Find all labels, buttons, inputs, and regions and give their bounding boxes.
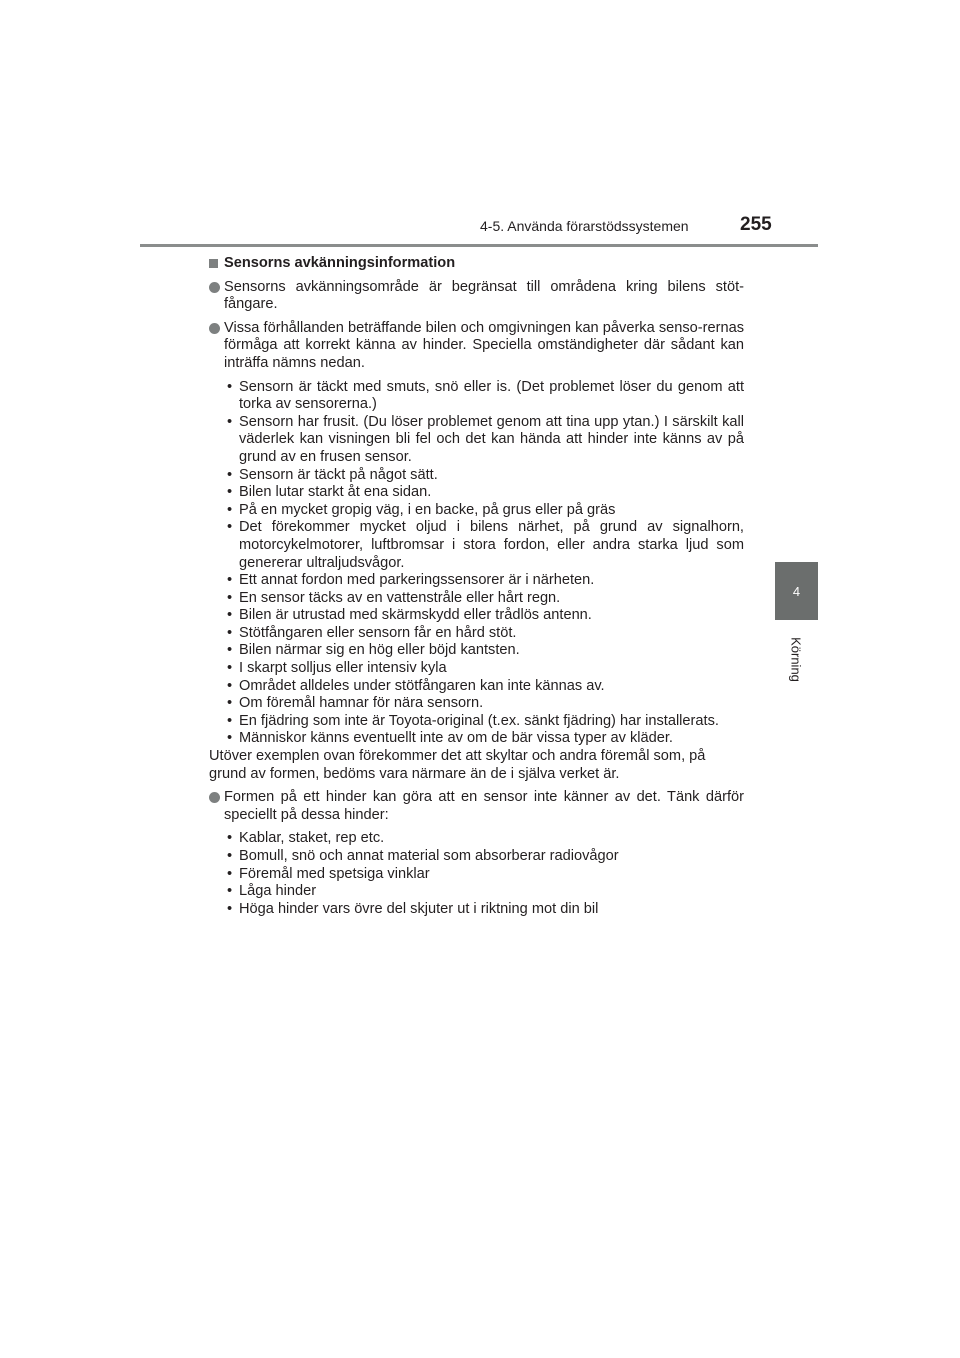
- section-title: 4-5. Använda förarstödssystemen: [480, 218, 689, 234]
- circle-bullet-icon: [209, 792, 220, 803]
- paragraph: [209, 320, 744, 373]
- list-item: • Kablar, staket, rep etc.: [227, 830, 385, 847]
- conditions-list: [227, 379, 744, 748]
- list-item: • Sensorn är täckt på något sätt.: [227, 466, 438, 483]
- list-item: • Bilen lutar starkt åt ena sidan.: [227, 484, 432, 501]
- list-item: • Låga hinder: [227, 883, 317, 900]
- list-item: • En sensor täcks av en vattenstråle eller hårt regn.: [227, 589, 561, 606]
- chapter-label: Körning: [788, 637, 804, 682]
- list-item: • Området alldeles under stötfångaren kan inte kännas av.: [227, 677, 605, 694]
- paragraph-text: Vissa förhållanden beträffande bilen och omgivningen kan påverka senso-rernas förmåga att korrekt känna av hinder. Speciella omständigheter där sådant kan inträffa nämns nedan.: [224, 319, 744, 371]
- circle-bullet-icon: [209, 323, 220, 334]
- list-item: • Bilen är utrustad med skärmskydd eller trådlös antenn.: [227, 607, 592, 624]
- list-item: • På en mycket gropig väg, i en backe, på grus eller på gräs: [227, 501, 616, 518]
- list-item: • Sensorn är täckt med smuts, snö eller is. (Det problemet löser du genom att torka av sensorerna.): [227, 378, 744, 413]
- header-divider: [140, 244, 818, 247]
- chapter-number: 4: [792, 583, 801, 599]
- paragraph: [209, 279, 744, 314]
- list-item: • Bilen närmar sig en hög eller böjd kantsten.: [227, 642, 520, 659]
- page-content: [209, 255, 744, 918]
- list-item: • I skarpt solljus eller intensiv kyla: [227, 660, 447, 677]
- obstacles-list: [227, 830, 744, 918]
- paragraph-text: Sensorns avkänningsområde är begränsat till områdena kring bilens stöt-fångare.: [224, 278, 744, 313]
- list-item: • Människor känns eventuellt inte av om de bär vissa typer av kläder.: [227, 730, 673, 747]
- list-item: • Bomull, snö och annat material som absorberar radiovågor: [227, 848, 619, 864]
- list-item: • Föremål med spetsiga vinklar: [227, 865, 430, 882]
- square-bullet-icon: [209, 259, 218, 268]
- paragraph: [209, 789, 744, 824]
- section-heading: [209, 255, 744, 273]
- list-item: • Det förekommer mycket oljud i bilens närhet, på grund av signalhorn, motorcykelmotorer, luftbromsar i stora fordon, eller andra starka ljud som genererar ultraljudsvågor.: [227, 519, 744, 571]
- page-number: 255: [740, 214, 772, 235]
- circle-bullet-icon: [209, 282, 220, 293]
- list-item: • Ett annat fordon med parkeringssensorer är i närheten.: [227, 572, 595, 589]
- list-item: • Höga hinder vars övre del skjuter ut i riktning mot din bil: [227, 900, 599, 917]
- list-item: • Om föremål hamnar för nära sensorn.: [227, 695, 484, 712]
- list-item: • En fjädring som inte är Toyota-original (t.ex. sänkt fjädring) har installerats.: [227, 712, 719, 729]
- list-item: • Sensorn har frusit. (Du löser problemet genom att tina upp ytan.) I särskilt kall väderlek kan visningen bli fel och det kan hända att hinder inte känns av på grund av en frusen sensor.: [227, 413, 744, 465]
- paragraph-text: Formen på ett hinder kan göra att en sensor inte känner av det. Tänk därför speciellt på dessa hinder:: [224, 789, 744, 823]
- chapter-tab: [775, 562, 818, 620]
- section-heading-text: Sensorns avkänningsinformation: [224, 255, 456, 271]
- list-item: • Stötfångaren eller sensorn får en hård stöt.: [227, 624, 517, 641]
- note-text: Utöver exemplen ovan förekommer det att skyltar och andra föremål som, på grund av formen, bedöms vara närmare än de i själva verket är.: [209, 748, 706, 782]
